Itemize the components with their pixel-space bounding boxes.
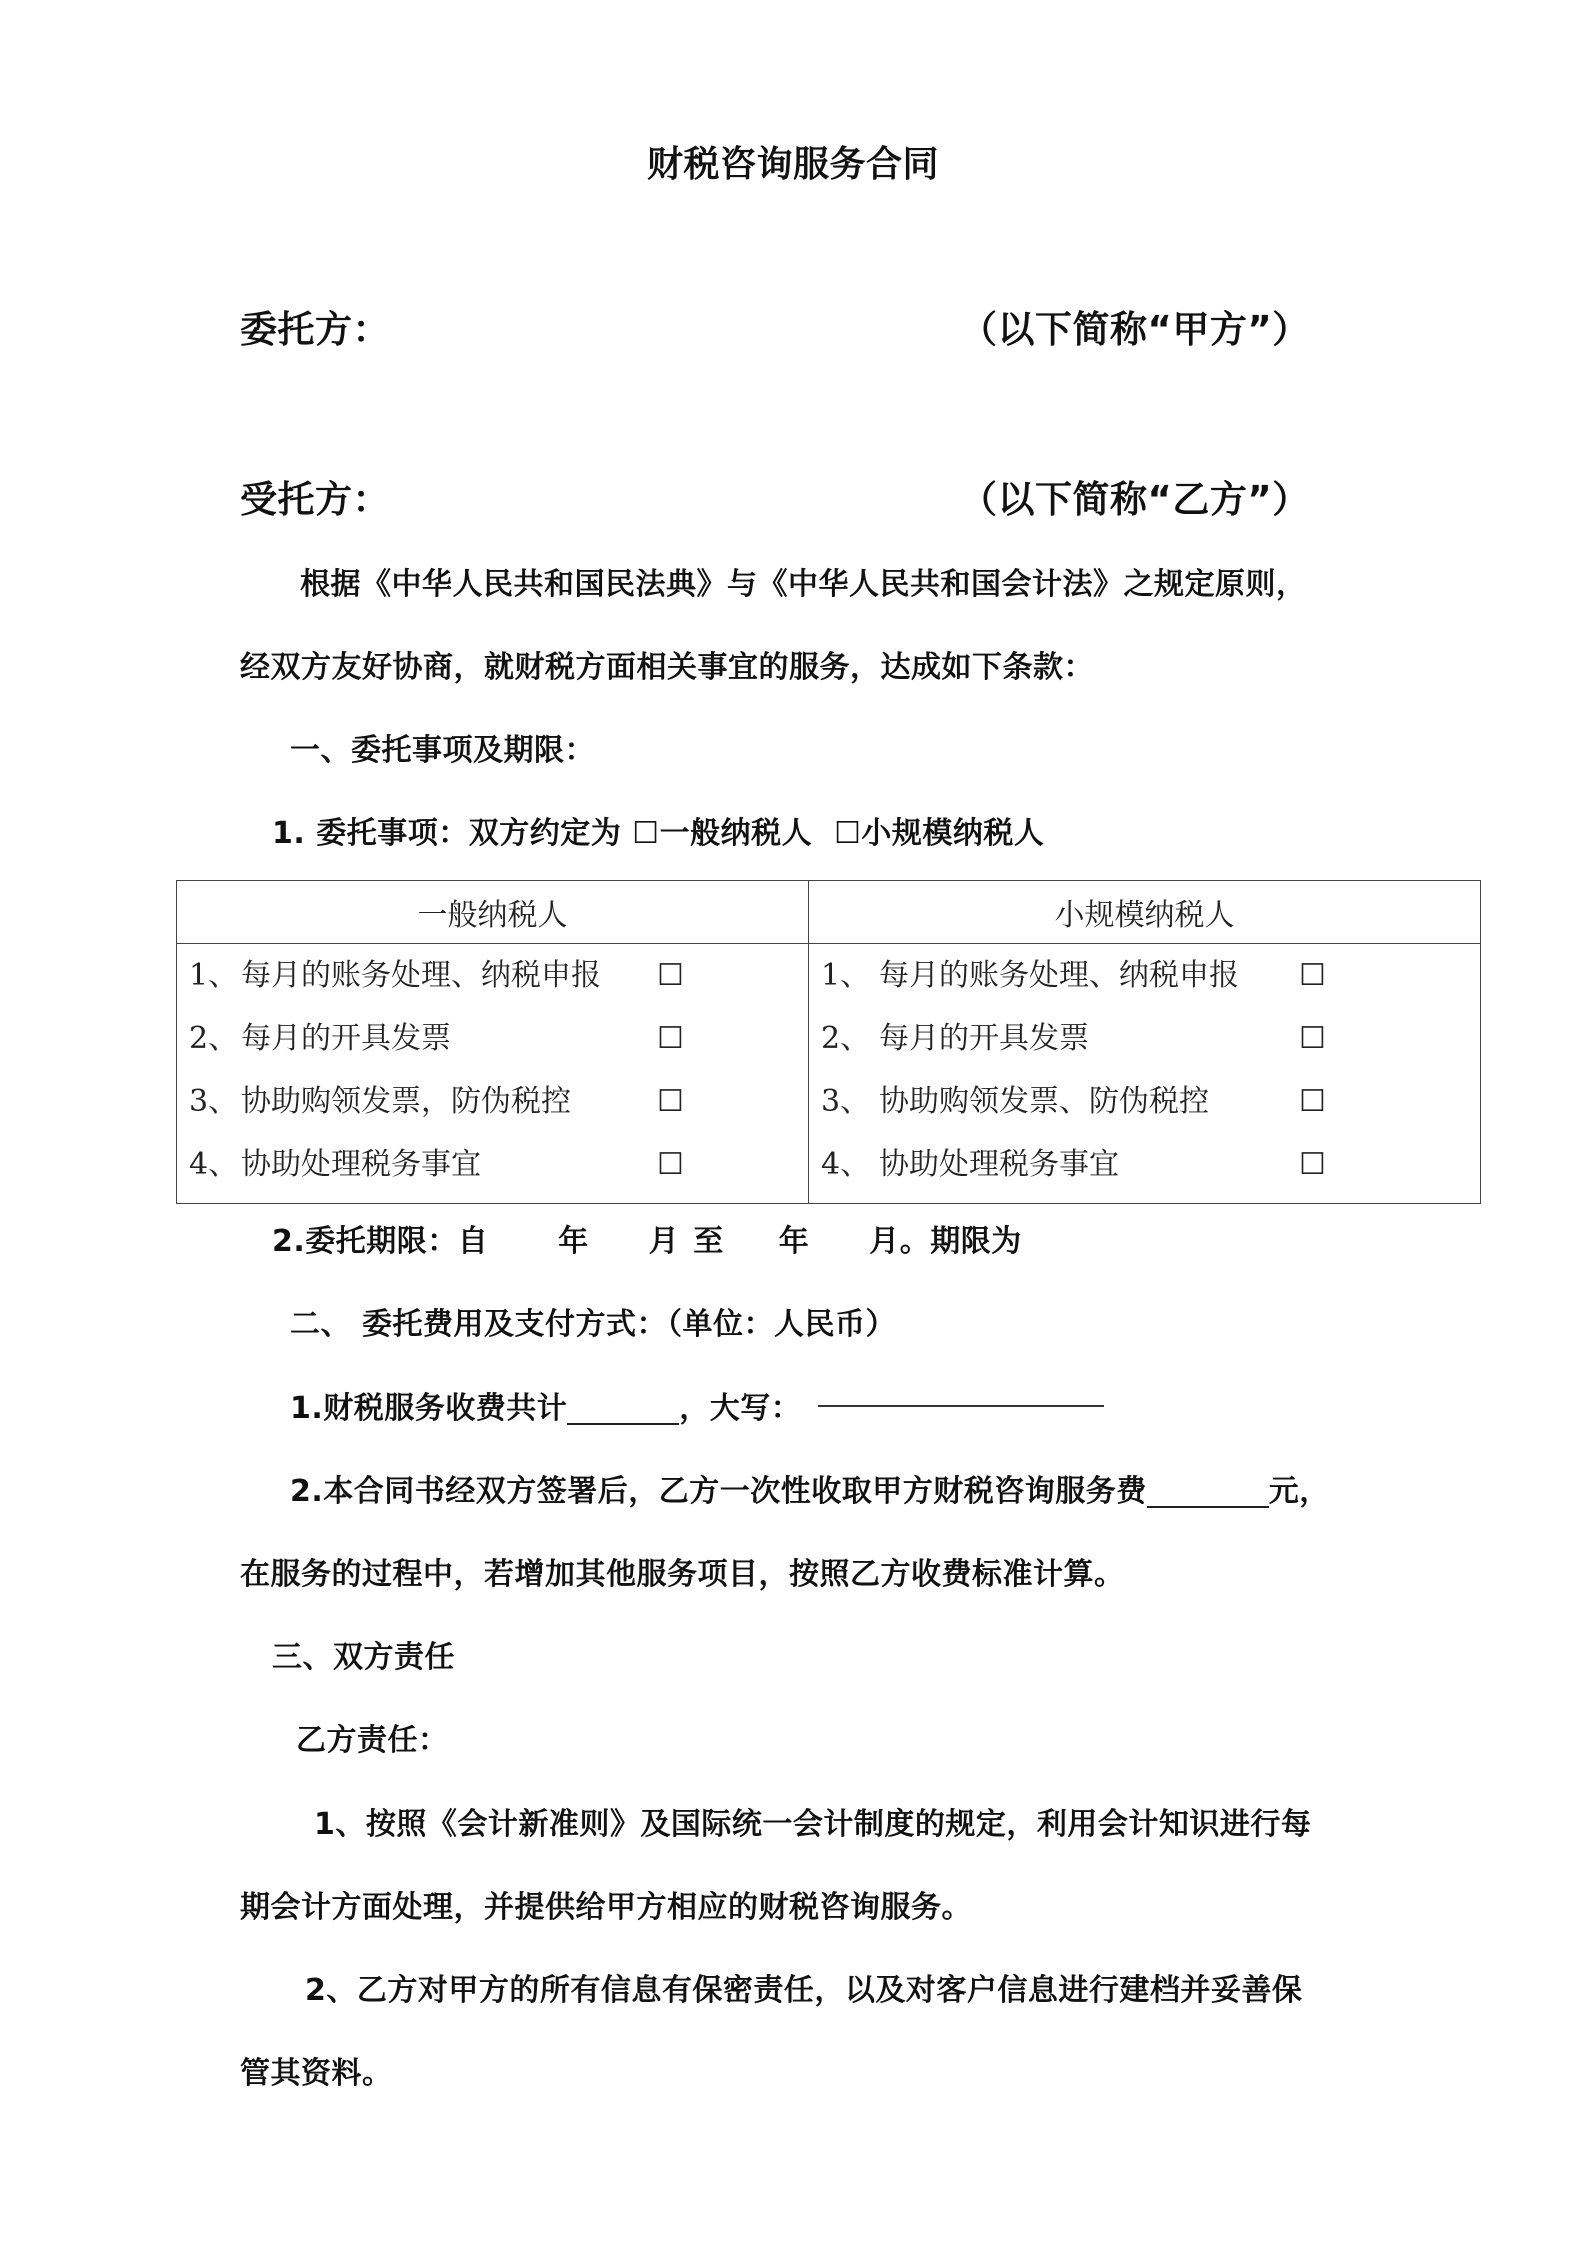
general-taxpayer-items bbox=[177, 944, 809, 1204]
party-b-suffix: （以下简称“乙方”） bbox=[960, 478, 1310, 521]
item-text: 每月的账务处理、纳税申报 bbox=[241, 958, 601, 993]
preamble-line-2: 经双方友好协商，就财税方面相关事宜的服务，达成如下条款： bbox=[240, 650, 1094, 685]
duty-2-line-2: 管其资料。 bbox=[240, 2056, 393, 2091]
duty-1-line-1: 1、按照《会计新准则》及国际统一会计制度的规定，利用会计知识进行每 bbox=[314, 1807, 1312, 1842]
fee-total-line bbox=[290, 1389, 801, 1429]
checkbox-small-taxpayer[interactable]: ☐ bbox=[833, 816, 862, 851]
commission-item-prefix: 1. 委托事项：双方约定为 bbox=[272, 816, 633, 851]
item-number: 2、 bbox=[189, 1021, 239, 1056]
fee-payment-prefix: 2.本合同书经双方签署后，乙方一次性收取甲方财税咨询服务费 bbox=[290, 1474, 1147, 1509]
item-text: 每月的开具发票 bbox=[241, 1021, 451, 1056]
list-item bbox=[177, 1133, 808, 1196]
item-checkbox[interactable]: ☐ bbox=[657, 1021, 684, 1056]
fee-total-prefix: 1.财税服务收费共计 bbox=[290, 1391, 568, 1426]
party-b-duties-heading: 乙方责任： bbox=[296, 1723, 449, 1758]
list-item bbox=[177, 1007, 808, 1070]
item-text: 每月的账务处理、纳税申报 bbox=[879, 958, 1239, 993]
table-header-row bbox=[177, 881, 1481, 944]
fee-payment-line bbox=[290, 1472, 1330, 1512]
term-year-2: 年 bbox=[778, 1224, 810, 1259]
fee-payment-amount-field[interactable] bbox=[1147, 1472, 1269, 1508]
duty-1-line-2: 期会计方面处理，并提供给甲方相应的财税咨询服务。 bbox=[240, 1890, 972, 1925]
term-month-2: 月。期限为 bbox=[869, 1224, 1022, 1259]
item-checkbox[interactable]: ☐ bbox=[1299, 1084, 1326, 1119]
term-month-1: 月 bbox=[648, 1224, 680, 1259]
item-number: 1、 bbox=[189, 958, 239, 993]
list-item bbox=[809, 1007, 1480, 1070]
section-1-heading: 一、委托事项及期限： bbox=[290, 733, 595, 768]
party-a-suffix: （以下简称“甲方”） bbox=[960, 308, 1310, 351]
fee-total-mid: ，大写： bbox=[679, 1391, 802, 1426]
item-text: 协助购领发票，防伪税控 bbox=[241, 1084, 571, 1119]
term-year-1: 年 bbox=[558, 1224, 589, 1259]
duty-2-line-1: 2、乙方对甲方的所有信息有保密责任，以及对客户信息进行建档并妥善保 bbox=[305, 1973, 1303, 2008]
fee-payment-suffix: 元， bbox=[1268, 1474, 1330, 1509]
fee-extra-line: 在服务的过程中，若增加其他服务项目，按照乙方收费标准计算。 bbox=[240, 1557, 1125, 1592]
section-3-heading: 三、双方责任 bbox=[272, 1640, 455, 1675]
service-table bbox=[176, 880, 1481, 1204]
term-to: 至 bbox=[693, 1224, 724, 1259]
option-small-taxpayer: 小规模纳税人 bbox=[861, 816, 1045, 851]
table-body-row bbox=[177, 944, 1481, 1204]
party-a-label: 委托方： bbox=[240, 308, 390, 351]
item-text: 每月的开具发票 bbox=[879, 1021, 1089, 1056]
item-checkbox[interactable]: ☐ bbox=[1299, 1147, 1326, 1182]
item-text: 协助购领发票、防伪税控 bbox=[879, 1084, 1209, 1119]
fee-total-amount-field[interactable] bbox=[567, 1389, 679, 1425]
preamble-line-1: 根据《中华人民共和国民法典》与《中华人民共和国会计法》之规定原则， bbox=[300, 567, 1307, 602]
item-number: 2、 bbox=[821, 1021, 871, 1056]
small-taxpayer-items bbox=[809, 944, 1481, 1204]
item-number: 4、 bbox=[821, 1147, 871, 1182]
header-small-taxpayer: 小规模纳税人 bbox=[809, 881, 1481, 944]
party-b-label: 受托方： bbox=[240, 478, 390, 521]
term-line bbox=[272, 1222, 1022, 1262]
item-text: 协助处理税务事宜 bbox=[879, 1147, 1119, 1182]
option-general-taxpayer: 一般纳税人 bbox=[659, 816, 813, 851]
item-number: 4、 bbox=[189, 1147, 239, 1182]
item-checkbox[interactable]: ☐ bbox=[1299, 958, 1326, 993]
item-checkbox[interactable]: ☐ bbox=[1299, 1021, 1326, 1056]
item-checkbox[interactable]: ☐ bbox=[657, 1147, 684, 1182]
item-number: 3、 bbox=[189, 1084, 239, 1119]
list-item bbox=[809, 944, 1480, 1007]
item-number: 1、 bbox=[821, 958, 871, 993]
section-2-heading: 二、 委托费用及支付方式：（单位：人民币） bbox=[290, 1307, 896, 1342]
header-general-taxpayer: 一般纳税人 bbox=[177, 881, 809, 944]
commission-item-line bbox=[272, 814, 1044, 854]
list-item bbox=[177, 944, 808, 1007]
list-item bbox=[809, 1133, 1480, 1196]
list-item bbox=[177, 1070, 808, 1133]
document-title: 财税咨询服务合同 bbox=[646, 144, 939, 185]
term-prefix: 2.委托期限：自 bbox=[272, 1224, 489, 1259]
item-checkbox[interactable]: ☐ bbox=[657, 1084, 684, 1119]
item-number: 3、 bbox=[821, 1084, 871, 1119]
fee-total-uppercase-field[interactable] bbox=[818, 1405, 1104, 1407]
list-item bbox=[809, 1070, 1480, 1133]
item-checkbox[interactable]: ☐ bbox=[657, 958, 684, 993]
item-text: 协助处理税务事宜 bbox=[241, 1147, 481, 1182]
checkbox-general-taxpayer[interactable]: ☐ bbox=[632, 816, 660, 851]
